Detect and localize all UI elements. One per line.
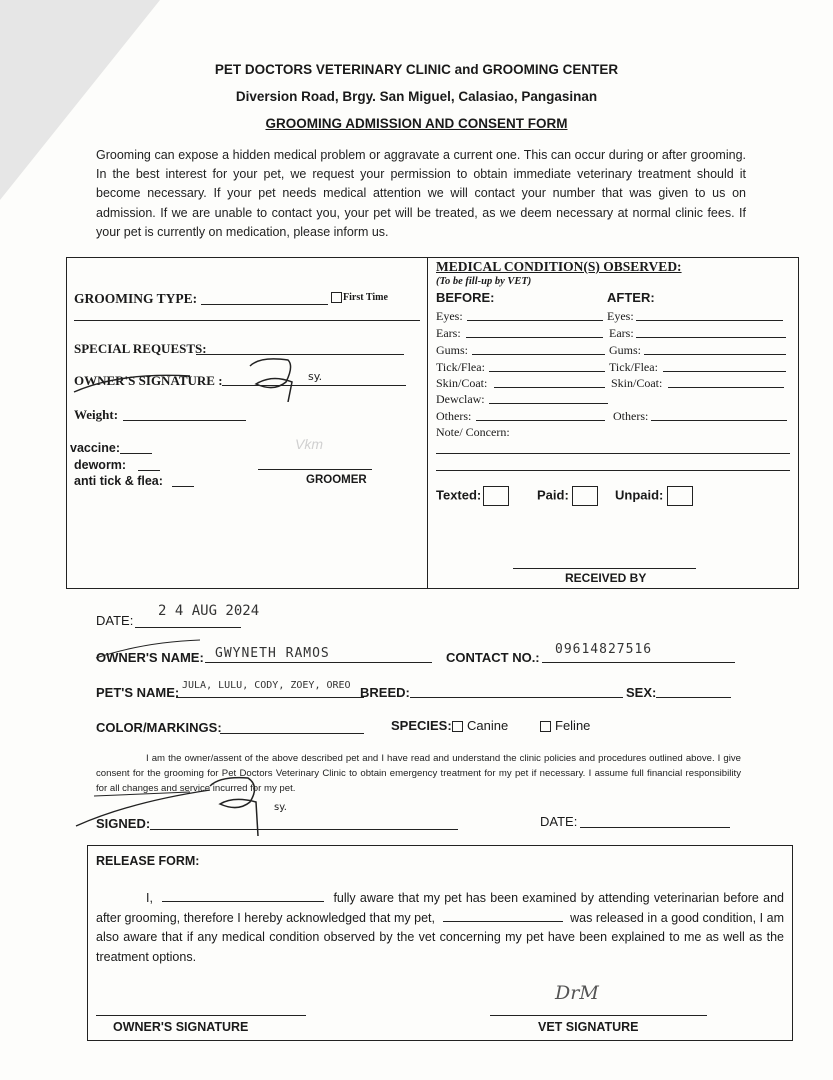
after-eyes-label: Eyes: xyxy=(607,309,634,323)
received-by-label: RECEIVED BY xyxy=(565,571,647,585)
contact-label: CONTACT NO.: xyxy=(446,650,540,665)
signed-label: SIGNED: xyxy=(96,816,151,831)
release-form-title: RELEASE FORM: xyxy=(96,854,200,868)
release-text-part-3: was released in a good condition, I am also aware that if any medical condition observed by the vet concerning my pet have been explained to me as well as the treatment options. xyxy=(96,910,785,964)
grooming-type-label: GROOMING TYPE: xyxy=(74,291,198,306)
vet-initials: DrM xyxy=(555,982,599,1004)
texted-checkbox[interactable] xyxy=(436,486,509,506)
color-markings-label: COLOR/MARKINGS: xyxy=(96,720,222,735)
received-by-field[interactable] xyxy=(513,568,696,569)
svg-text:sy.: sy. xyxy=(308,370,323,383)
grooming-type-field[interactable] xyxy=(201,304,328,305)
before-others-field[interactable] xyxy=(476,420,605,421)
checkbox-icon xyxy=(452,721,463,732)
svg-text:sy.: sy. xyxy=(274,802,287,813)
owner-name-field[interactable] xyxy=(205,662,432,663)
before-heading: BEFORE: xyxy=(436,290,495,305)
owner-signature-scribble xyxy=(60,352,350,402)
checkbox-icon xyxy=(572,486,598,506)
groomer-signature-field[interactable] xyxy=(258,469,372,470)
release-text-part-1: I, xyxy=(146,891,153,905)
deworm-label: deworm: xyxy=(74,458,127,472)
feline-option[interactable] xyxy=(540,718,590,733)
box-divider xyxy=(427,257,428,588)
release-owner-name-field[interactable] xyxy=(162,890,324,902)
contact-field[interactable] xyxy=(542,662,735,663)
vet-signature-label: VET SIGNATURE xyxy=(538,1020,639,1034)
medical-title: MEDICAL CONDITION(S) OBSERVED: xyxy=(436,259,682,274)
before-eyes-field[interactable] xyxy=(467,320,603,321)
pet-name-field[interactable] xyxy=(176,697,364,698)
first-time-checkbox[interactable] xyxy=(331,292,388,303)
signed-date-field[interactable] xyxy=(580,827,730,828)
before-ears-label: Ears: xyxy=(436,326,461,340)
paid-checkbox[interactable] xyxy=(537,486,598,506)
before-gums-field[interactable] xyxy=(472,354,605,355)
clinic-address: Diversion Road, Brgy. San Miguel, Calasiao, Pangasinan xyxy=(235,89,598,104)
vaccine-label: vaccine: xyxy=(70,441,121,455)
groomer-label: GROOMER xyxy=(306,474,367,486)
note-concern-label: Note/ Concern: xyxy=(436,425,510,439)
color-markings-field[interactable] xyxy=(220,733,364,734)
consent-paragraph: I am the owner/assent of the above described pet and I have read and understand the clinic policies and procedures outlined above. I give consent for the grooming for Pet Doctors Veterinary Clinic to obtain emergency treatment for my pet if necessary. I assume full financial responsibility for all changes and service incurred for my pet. xyxy=(96,753,741,794)
before-tick-field[interactable] xyxy=(489,371,605,372)
grooming-type-extra-line[interactable] xyxy=(74,320,420,321)
release-pet-name-field[interactable] xyxy=(443,910,563,922)
pet-name-value: JULA, LULU, CODY, ZOEY, OREO xyxy=(182,680,351,691)
unpaid-checkbox[interactable] xyxy=(615,486,693,506)
unpaid-label: Unpaid: xyxy=(615,487,664,503)
after-tick-label: Tick/Flea: xyxy=(609,360,658,374)
before-others-label: Others: xyxy=(436,409,472,423)
anti-tick-field[interactable] xyxy=(172,486,194,487)
paid-label: Paid: xyxy=(537,487,569,503)
owner-name-value: GWYNETH RAMOS xyxy=(215,646,330,661)
form-title: GROOMING ADMISSION AND CONSENT FORM xyxy=(265,116,568,131)
canine-label: Canine xyxy=(467,718,509,733)
weight-label: Weight: xyxy=(74,407,119,422)
note-line-2[interactable] xyxy=(436,470,790,471)
vet-signature-field[interactable] xyxy=(490,1015,707,1016)
weight-field[interactable] xyxy=(123,420,246,421)
release-owner-signature-field[interactable] xyxy=(96,1015,306,1016)
sex-label: SEX: xyxy=(626,685,657,700)
intro-paragraph: Grooming can expose a hidden medical problem or aggravate a current one. This can occur during or after grooming. In the best interest for your pet, we request your permission to obtain immediate veterinary treatment should it become necessary. If your pet needs medical attention we will contact your number that was given to us on admission. If we are unable to contact you, your pet will be treated, as we deem necessary at normal clinic fees. If your pet is currently on medication, please inform us. xyxy=(96,148,746,239)
before-gums-label: Gums: xyxy=(436,343,469,357)
vaccine-field[interactable] xyxy=(120,453,152,454)
clinic-name: PET DOCTORS VETERINARY CLINIC and GROOMING CENTER xyxy=(214,62,619,77)
before-skin-label: Skin/Coat: xyxy=(436,376,488,390)
before-tick-label: Tick/Flea: xyxy=(436,360,485,374)
feline-label: Feline xyxy=(555,718,591,733)
canine-option[interactable] xyxy=(452,718,508,733)
first-time-label: First Time xyxy=(343,292,388,303)
before-skin-field[interactable] xyxy=(494,387,605,388)
date-label: DATE: xyxy=(96,613,134,628)
pet-name-label: PET'S NAME: xyxy=(96,685,180,700)
date-value: 2 4 AUG 2024 xyxy=(158,603,260,619)
medical-subtitle: (To be fill-up by VET) xyxy=(436,276,532,287)
owner-name-strike xyxy=(94,638,204,662)
checkbox-icon xyxy=(540,721,551,732)
signed-date-label: DATE: xyxy=(540,814,578,829)
release-owner-signature-label: OWNER'S SIGNATURE xyxy=(113,1020,249,1034)
after-skin-label: Skin/Coat: xyxy=(611,376,663,390)
after-others-label: Others: xyxy=(613,409,649,423)
after-tick-field[interactable] xyxy=(663,371,786,372)
deworm-field[interactable] xyxy=(138,470,160,471)
owner-name-label: OWNER'S NAME: xyxy=(96,650,204,665)
sex-field[interactable] xyxy=(656,697,731,698)
checkbox-icon xyxy=(667,486,693,506)
signed-field[interactable] xyxy=(150,829,458,830)
faint-bleed-through: Vkm xyxy=(295,436,323,452)
breed-field[interactable] xyxy=(410,697,623,698)
before-dewclaw-label: Dewclaw: xyxy=(436,392,485,406)
note-line-1[interactable] xyxy=(436,453,790,454)
texted-label: Texted: xyxy=(436,487,482,503)
after-ears-label: Ears: xyxy=(609,326,634,340)
checkbox-icon xyxy=(331,292,342,303)
after-ears-field[interactable] xyxy=(636,337,786,338)
after-skin-field[interactable] xyxy=(668,387,784,388)
special-requests-label: SPECIAL REQUESTS: xyxy=(74,341,207,356)
anti-tick-label: anti tick & flea: xyxy=(74,474,163,488)
checkbox-icon xyxy=(483,486,509,506)
release-text-part-2: fully aware that my pet has been examined by attending veterinarian before and after grooming, therefore I hereby acknowledged that my pet, xyxy=(96,891,784,925)
before-ears-field[interactable] xyxy=(466,337,603,338)
after-others-field[interactable] xyxy=(651,420,787,421)
contact-value: 09614827516 xyxy=(555,642,653,657)
breed-label: BREED: xyxy=(360,685,410,700)
after-gums-label: Gums: xyxy=(609,343,642,357)
after-gums-field[interactable] xyxy=(644,354,786,355)
signed-signature-scribble xyxy=(70,766,310,846)
date-field[interactable] xyxy=(135,627,241,628)
release-paragraph xyxy=(96,889,784,967)
owner-signature-label: OWNER'S SIGNATURE : xyxy=(74,373,223,388)
species-label: SPECIES: xyxy=(391,718,452,733)
before-eyes-label: Eyes: xyxy=(436,309,463,323)
before-dewclaw-field[interactable] xyxy=(489,403,608,404)
after-heading: AFTER: xyxy=(607,290,655,305)
after-eyes-field[interactable] xyxy=(636,320,783,321)
